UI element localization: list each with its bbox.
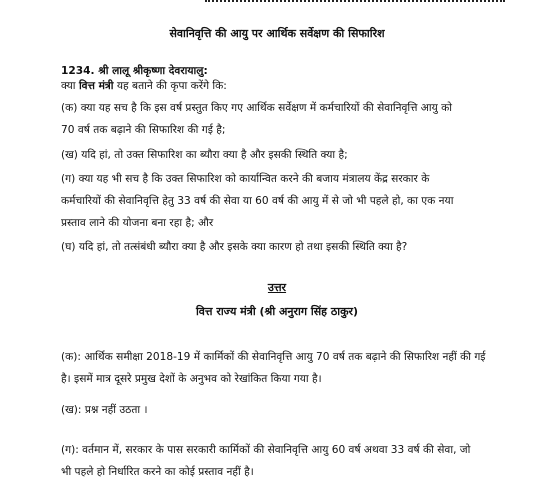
finance-minister-label: वित्त मंत्री	[78, 80, 114, 92]
question-part-gha: (घ) यदि हां, तो तत्संबंधी ब्यौरा क्या है और इसके क्या कारण हो तथा इसकी स्थिति क्या है?	[61, 241, 408, 253]
question-part-ga-line-1: (ग) क्या यह भी सच है कि उक्त सिफारिश को कार्यान्वित करने की बजाय मंत्रालय केंद्र सरकार के	[61, 173, 430, 185]
question-part-ga-line-2: कर्मचारियों की सेवानिवृत्ति हेतु 33 वर्ष की सेवा या 60 वर्ष की आयु में से जो भी पहले हो, का एक नया	[61, 195, 454, 207]
answer-ga-line-1: (ग): वर्तमान में, सरकार के पास सरकारी कार्मिकों की सेवानिवृत्ति आयु 60 वर्ष अथवा 33 वर्ष की सेवा, जो	[61, 444, 471, 456]
intro-prefix: क्या	[61, 80, 76, 92]
question-number-and-member: 1234. श्री लालू श्रीकृष्णा देवरायालु:	[61, 65, 208, 77]
answer-kha: (ख): प्रश्न नहीं उठता ।	[61, 404, 148, 416]
question-part-kha: (ख) यदि हां, तो उक्त सिफारिश का ब्यौरा क्या है और इसकी स्थिति क्या है;	[61, 149, 348, 161]
answering-minister: वित्त राज्य मंत्री (श्री अनुराग सिंह ठाकुर)	[195, 305, 359, 318]
intro-suffix: यह बताने की कृपा करेंगे कि:	[116, 80, 227, 92]
answer-ga-line-2: भी पहले हो निर्धारित करने का कोई प्रस्ताव नहीं है।	[61, 466, 254, 478]
question-intro	[61, 79, 227, 93]
question-part-ka-line-2: 70 वर्ष तक बढ़ाने की सिफारिश की गई है;	[61, 124, 226, 136]
document-title: सेवानिवृत्ति की आयु पर आर्थिक सर्वेक्षण की सिफारिश	[169, 27, 385, 40]
answer-ka-line-1: (क): आर्थिक समीक्षा 2018-19 में कार्मिकों की सेवानिवृत्ति आयु 70 वर्ष तक बढ़ाने की सिफारिश नहीं की गई	[61, 351, 486, 363]
answer-heading: उत्तर	[267, 281, 287, 294]
top-cropped-text-artifact	[205, 0, 505, 5]
question-part-ga-line-3: प्रस्ताव लाने की योजना बना रहा है; और	[61, 217, 214, 229]
answer-ka-line-2: है। इसमें मात्र दूसरे प्रमुख देशों के अनुभव को रेखांकित किया गया है।	[61, 373, 322, 385]
question-part-ka-line-1: (क) क्या यह सच है कि इस वर्ष प्रस्तुत किए गए आर्थिक सर्वेक्षण में कर्मचारियों की सेवानिवृत्ति आयु को	[61, 102, 453, 114]
